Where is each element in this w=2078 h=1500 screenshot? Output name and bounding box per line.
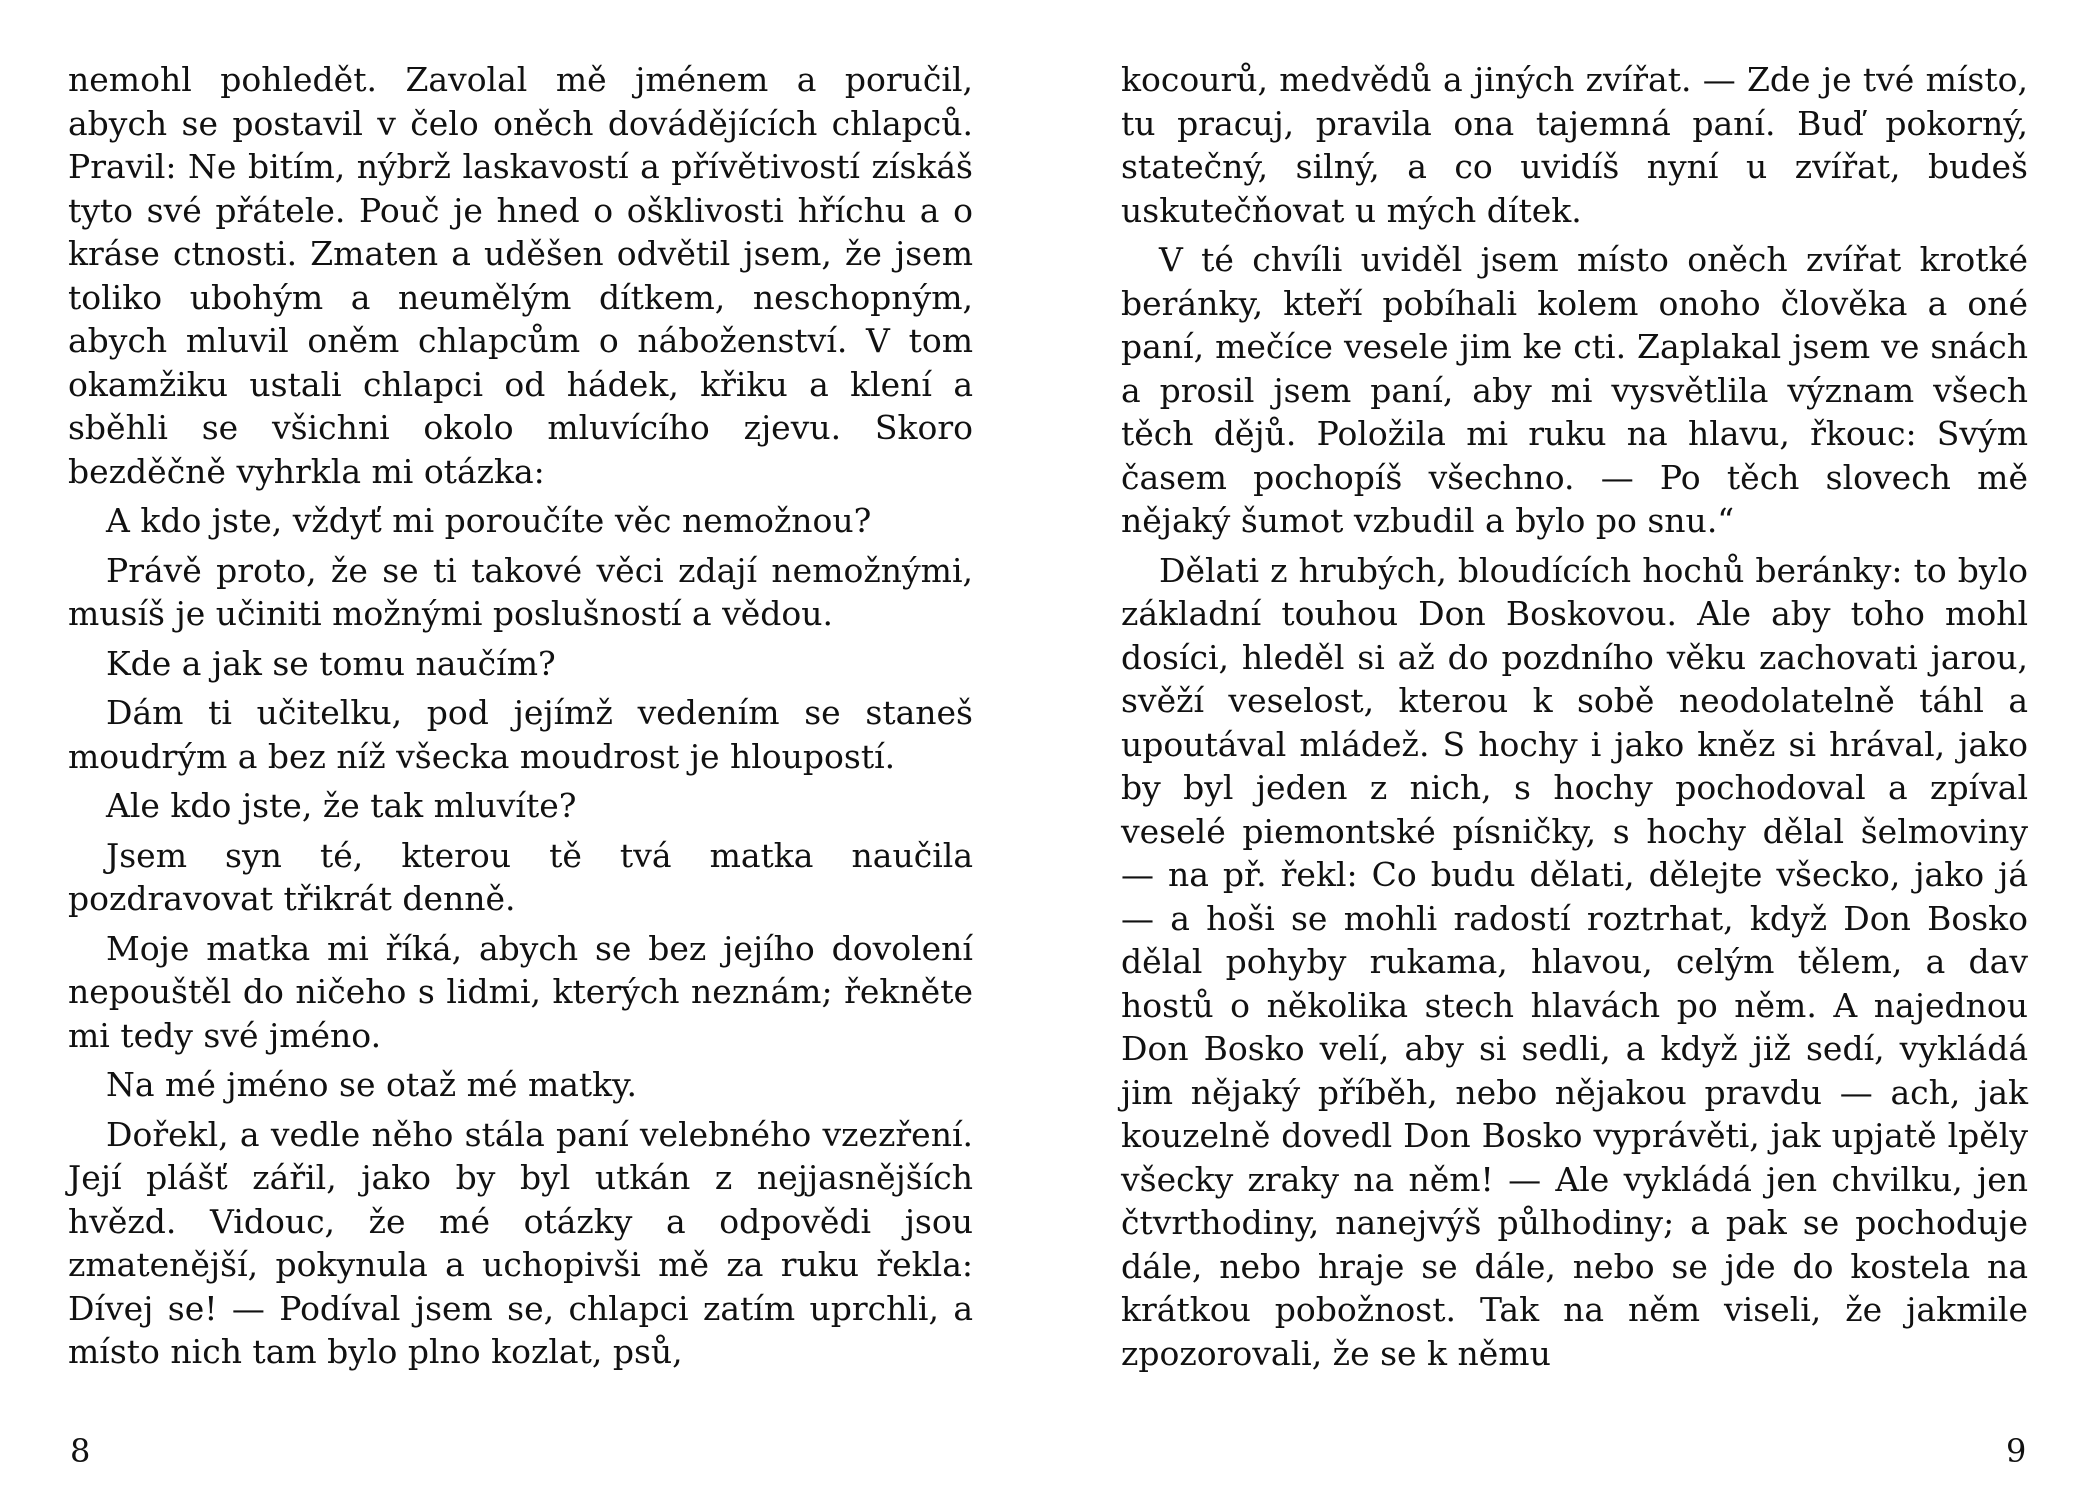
paragraph: Právě proto, že se ti takové věci zdají nemožnými, musíš je učiniti možnými poslušností a vědou. bbox=[68, 550, 973, 633]
paragraph: Dělati z hrubých, bloudících hochů beránky: to bylo základní touhou Don Boskovou. Ale aby toho mohl dosíci, hleděl si až do pozdního věku zachovati jarou, svěží veselost, kterou k sobě neodolatelně táhl a upoutával mládež. S hochy i jako kněz si hrával, jako by byl jeden z nich, s hochy pochodoval a zpíval veselé piemontské písničky, s hochy dělal šelmoviny — na př. řekl: Co budu dělati, dělejte všecko, jako já — a hoši se mohli radostí roztrhat, když Don Bosko dělal pohyby rukama, hlavou, celým tělem, a dav hostů o několika stech hlavách po něm. A najednou Don Bosko velí, aby si sedli, a když již sedí, vykládá jim nějaký příběh, nebo nějakou pravdu — ach, jak kouzelně dovedl Don Bosko vyprávěti, jak upjatě lpěly všecky zraky na něm! — Ale vykládá jen chvilku, jen čtvrthodiny, nanejvýš půlhodiny; a pak se pochoduje dále, nebo hraje se dále, nebo se jde do kostela na krátkou pobožnost. Tak na něm viseli, že jakmile zpozorovali, že se k němu bbox=[1121, 550, 2028, 1373]
left-page bbox=[68, 58, 973, 1380]
paragraph: Ale kdo jste, že tak mluvíte? bbox=[106, 786, 577, 825]
paragraph: Kde a jak se tomu naučím? bbox=[106, 643, 556, 683]
paragraph: Dořekl, a vedle něho stála paní velebného vzezření. Její plášť zářil, jako by byl utkán z nejjasnějších hvězd. Vidouc, že mé otázky a odpovědi jsou zmatenější, pokynula a uchopivši mě za ruku řekla: Dívej se! — Podíval jsem se, chlapci zatím uprchli, a místo nich tam bylo plno kozlat, psů, bbox=[68, 1114, 973, 1371]
paragraph: A kdo jste, vždyť mi poroučíte věc nemožnou? bbox=[106, 501, 872, 540]
paragraph: V té chvíli uviděl jsem místo oněch zvířat krotké beránky, kteří pobíhali kolem onoho člověka a oné paní, mečíce vesele jim ke cti. Zaplakal jsem ve snách a prosil jsem paní, aby mi vysvětlila význam všech těch dějů. Položila mi ruku na hlavu, řkouc: Svým časem pochopíš všechno. — Po těch slovech mě nějaký šumot vzbudil a bylo po snu.“ bbox=[1121, 240, 2028, 540]
right-page bbox=[1121, 58, 2028, 1381]
paragraph: kocourů, medvědů a jiných zvířat. — Zde je tvé místo, tu pracuj, pravila ona tajemná paní. Buď pokorný, statečný, silný, a co uvidíš nyní u zvířat, budeš uskutečňovat u mých dítek. bbox=[1121, 60, 2028, 230]
paragraph: Na mé jméno se otaž mé matky. bbox=[106, 1065, 637, 1104]
page-number-right: 9 bbox=[2006, 1432, 2027, 1470]
paragraph: Moje matka mi říká, abych se bez jejího dovolení nepouštěl do ničeho s lidmi, kterých neznám; řekněte mi tedy své jméno. bbox=[68, 928, 973, 1055]
paragraph: Dám ti učitelku, pod jejímž vedením se staneš moudrým a bez níž všecka moudrost je hloupostí. bbox=[68, 693, 973, 776]
paragraph: nemohl pohledět. Zavolal mě jménem a poručil, abych se postavil v čelo oněch dovádějících chlapců. Pravil: Ne bitím, nýbrž laskavostí a přívětivostí získáš tyto své přátele. Pouč je hned o ošklivosti hříchu a o kráse ctnosti. Zmaten a uděšen odvětil jsem, že jsem toliko ubohým a neumělým dítkem, neschopným, abych mluvil oněm chlapcům o náboženství. V tom okamžiku ustali chlapci od hádek, křiku a klení a sběhli se všichni okolo mluvícího zjevu. Skoro bezděčně vyhrkla mi otázka: bbox=[68, 60, 973, 491]
page-number-left: 8 bbox=[70, 1432, 91, 1470]
paragraph: Jsem syn té, kterou tě tvá matka naučila pozdravovat třikrát denně. bbox=[68, 835, 973, 918]
